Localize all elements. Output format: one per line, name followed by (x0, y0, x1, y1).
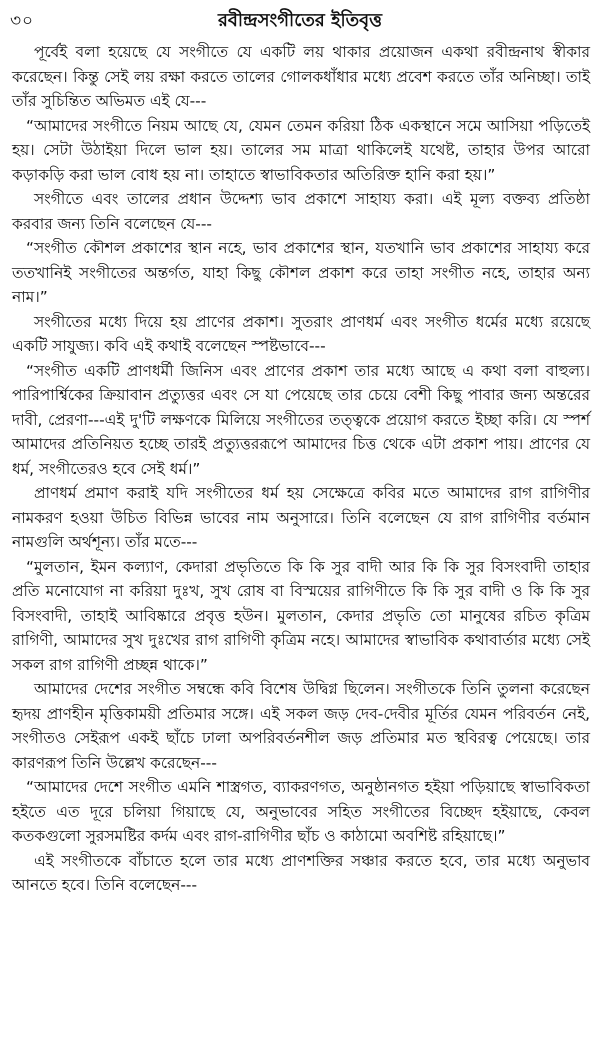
paragraph-6: এই সংগীতকে বাঁচাতে হলে তার মধ্যে প্রাণশক্তির সঞ্চার করতে হবে, তার মধ্যে অনুভাব আনতে হবে। তিনি বলেছেন--- (12, 851, 590, 894)
quote-1: “আমাদের সংগীতে নিয়ম আছে যে, যেমন তেমন করিয়া ঠিক একস্থানে সমে আসিয়া পড়িতেই হয়। সেটা উঠাইয়া দিলে ভাল হয়। তালের সম মাত্রা থাকিলেই যথেষ্ট, তাহার উপর আরো কড়াকড়ি করা ভাল বোধ হয় না। তাহাতে স্বাভাবিকতার অতিরিক্ত হানি করা হয়।” (12, 116, 590, 184)
paragraph-5: আমাদের দেশের সংগীত সম্বন্ধে কবি বিশেষ উদ্বিগ্ন ছিলেন। সংগীতকে তিনি তুলনা করেছেন হৃদয় প্রাণহীন মৃত্তিকাময়ী প্রতিমার সঙ্গে। এই সকল জড় দেব-দেবীর মূর্তির যেমন পরিবর্তন নেই, সংগীতও সেইরূপ একই ছাঁচে ঢালা অপরিবর্তনশীল জড় প্রতিমার মত স্থবিরত্ব পেয়েছে। তার কারণরূপ তিনি উল্লেখ করেছেন--- (12, 680, 590, 772)
quote-4: “মুলতান, ইমন কল্যাণ, কেদারা প্রভৃতিতে কি কি সুর বাদী আর কি কি সুর বিসংবাদী তাহার প্রতি মনোযোগ না করিয়া দুঃখ, সুখ রোষ বা বিস্ময়ের রাগিণীতে কি কি সুর বাদী ও কি কি সুর বিসংবাদী, তাহাই আবিষ্কারে প্রবৃত্ত হউন। মুলতান, কেদার প্রভৃতি তো মানুষের রচিত কৃত্রিম রাগিণী, আমাদের সুখ দুঃখের রাগ রাগিণী কৃত্রিম নহে। আমাদের স্বাভাবিক কথাবার্তার মধ্যে সেই সকল রাগ রাগিণী প্রচ্ছন্ন থাকে।” (12, 557, 590, 674)
page-body (12, 40, 590, 898)
paragraph-2: সংগীতে এবং তালের প্রধান উদ্দেশ্য ভাব প্রকাশে সাহায্য করা। এই মূল্য বক্তব্য প্রতিষ্ঠা করবার জন্য তিনি বলেছেন যে--- (12, 190, 590, 233)
quote-2: “সংগীত কৌশল প্রকাশের স্থান নহে, ভাব প্রকাশের স্থান, যতখানি ভাব প্রকাশের সাহায্য করে ততখানিই সংগীতের অন্তর্গত, যাহা কিছু কৌশল প্রকাশ করে তাহা সংগীত নহে, তাহার অন্য নাম।” (12, 239, 590, 306)
paragraph-3: সংগীতের মধ্যে দিয়ে হয় প্রাণের প্রকাশ। সুতরাং প্রাণধর্ম এবং সংগীত ধর্মের মধ্যে রয়েছে একটি সাযুজ্য। কবি এই কথাই বলেছেন স্পষ্টভাবে--- (12, 312, 590, 355)
quote-3: “সংগীত একটি প্রাণধর্মী জিনিস এবং প্রাণের প্রকাশ তার মধ্যে আছে এ কথা বলা বাহুল্য। পারিপার্শ্বিকের ক্রিয়াবান প্রত্যুত্তর এবং সে যা পেয়েছে তার চেয়ে বেশী কিছু পাবার জন্য অন্তরের দাবী, প্রেরণা---এই দু'টি লক্ষণকে মিলিয়ে সংগীতের তত্ত্বকে প্রয়োগ করতে ইচ্ছা করি। যে স্পর্শ আমাদের প্রতিনিয়ত হচ্ছে তারই প্রত্যুত্তররূপে আমাদের চিত্ত থেকে এটা প্রকাশ পায়। প্রাণের যে ধর্ম, সংগীতেরও হবে সেই ধর্ম।” (12, 361, 590, 478)
paragraph-1: পূর্বেই বলা হয়েছে যে সংগীতে যে একটি লয় থাকার প্রয়োজন একথা রবীন্দ্রনাথ স্বীকার করেছেন। কিন্তু সেই লয় রক্ষা করতে তালের গোলকধাঁধার মধ্যে প্রবেশ করতে তাঁর অনিচ্ছা। তাই তাঁর সুচিন্তিত অভিমত এই যে--- (12, 43, 590, 110)
quote-5: “আমাদের দেশে সংগীত এমনি শাস্ত্রগত, ব্যাকরণগত, অনুষ্ঠানগত হইয়া পড়িয়াছে স্বাভাবিকতা হইতে এত দূরে চলিয়া গিয়াছে যে, অনুভাবের সহিত সংগীতের বিচ্ছেদ হইয়াছে, কেবল কতকগুলো সুরসমষ্টির কর্দম এবং রাগ-রাগিণীর ছাঁচ ও কাঠামো অবশিষ্ট রহিয়াছে।” (12, 778, 590, 845)
page-number: ৩০ (10, 11, 35, 31)
page-header (0, 6, 600, 36)
running-title: রবীন্দ্রসংগীতের ইতিবৃত্ত (217, 10, 383, 31)
paragraph-4: প্রাণধর্ম প্রমাণ করাই যদি সংগীতের ধর্ম হয় সেক্ষেত্রে কবির মতে আমাদের রাগ রাগিণীর নামকরণ হওয়া উচিত বিভিন্ন ভাবের নাম অনুসারে। তিনি বলেছেন যে রাগ রাগিণীর বর্তমান নামগুলি অর্থশূন্য। তাঁর মতে--- (12, 484, 590, 551)
